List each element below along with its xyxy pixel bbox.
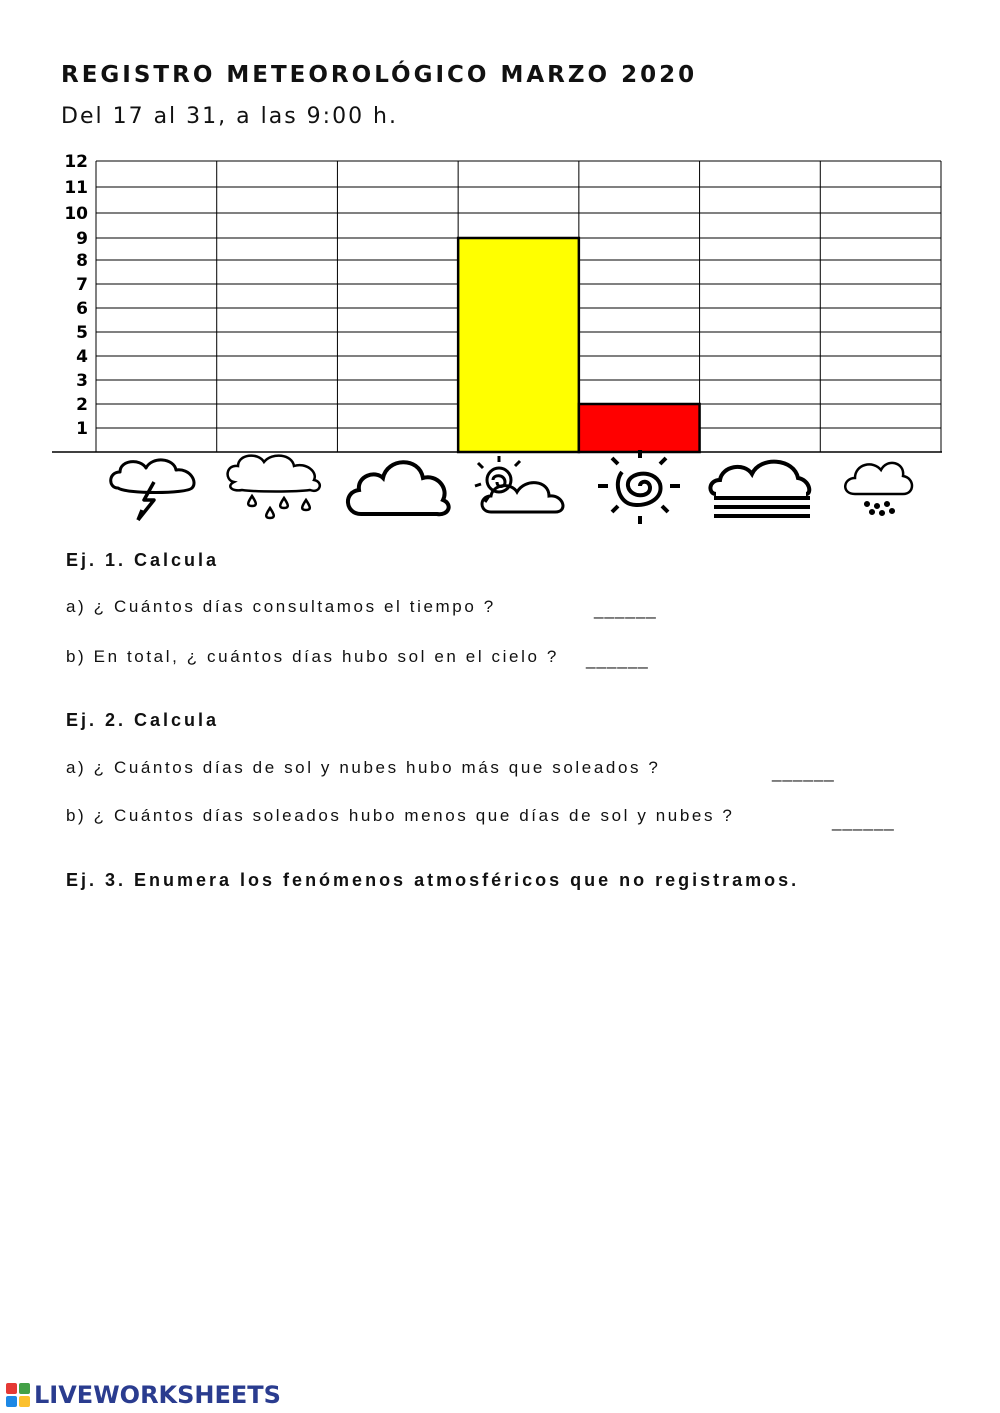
brand-text: LIVEWORKSHEETS bbox=[34, 1381, 281, 1409]
y-tick-label: 6 bbox=[76, 299, 88, 319]
storm-icon bbox=[111, 460, 194, 520]
sun-icon bbox=[598, 450, 680, 524]
weather-bar-chart bbox=[0, 0, 1000, 530]
y-tick-label: 2 bbox=[76, 395, 88, 415]
page-title: REGISTRO METEOROLÓGICO MARZO 2020 bbox=[61, 62, 698, 88]
y-tick-label: 11 bbox=[64, 178, 88, 198]
y-tick-label: 4 bbox=[76, 347, 88, 367]
ex2-question-b: b) ¿ Cuántos días soleados hubo menos que días de sol y nubes ? bbox=[66, 806, 735, 825]
ex3-title: Ej. 3. Enumera los fenómenos atmosféricos que no registramos. bbox=[66, 870, 800, 890]
y-tick-label: 10 bbox=[64, 204, 88, 224]
ex2-title: Ej. 2. Calcula bbox=[66, 710, 220, 730]
bar-sun-cloud bbox=[458, 238, 579, 452]
y-tick-label: 5 bbox=[76, 323, 88, 343]
fog-icon bbox=[710, 462, 810, 516]
cloud-icon bbox=[348, 462, 449, 514]
rain-icon bbox=[228, 456, 320, 518]
brand-logo[interactable] bbox=[6, 1378, 281, 1412]
page-subtitle: Del 17 al 31, a las 9:00 h. bbox=[61, 104, 398, 129]
ex1-title: Ej. 1. Calcula bbox=[66, 550, 220, 570]
ex1-answer-a[interactable]: ______ bbox=[594, 600, 657, 619]
y-tick-label: 3 bbox=[76, 371, 88, 391]
brand-icon bbox=[6, 1383, 30, 1407]
ex2-answer-a[interactable]: ______ bbox=[772, 763, 835, 782]
y-tick-label: 9 bbox=[76, 229, 88, 249]
snow-icon bbox=[845, 463, 912, 515]
ex1-question-b: b) En total, ¿ cuántos días hubo sol en el cielo ? bbox=[66, 647, 559, 666]
y-tick-label: 8 bbox=[76, 251, 88, 271]
y-axis-ticks bbox=[64, 152, 88, 439]
y-tick-label: 7 bbox=[76, 275, 88, 295]
y-tick-label: 1 bbox=[76, 419, 88, 439]
ex1-answer-b[interactable]: ______ bbox=[586, 650, 649, 669]
y-tick-label: 12 bbox=[64, 152, 88, 172]
ex2-answer-b[interactable]: ______ bbox=[832, 812, 895, 831]
ex2-question-a: a) ¿ Cuántos días de sol y nubes hubo más que soleados ? bbox=[66, 758, 661, 777]
bar-sun bbox=[579, 404, 700, 452]
ex1-question-a: a) ¿ Cuántos días consultamos el tiempo ? bbox=[66, 597, 496, 616]
chart-bars bbox=[458, 238, 699, 452]
sun-cloud-icon bbox=[475, 456, 563, 512]
